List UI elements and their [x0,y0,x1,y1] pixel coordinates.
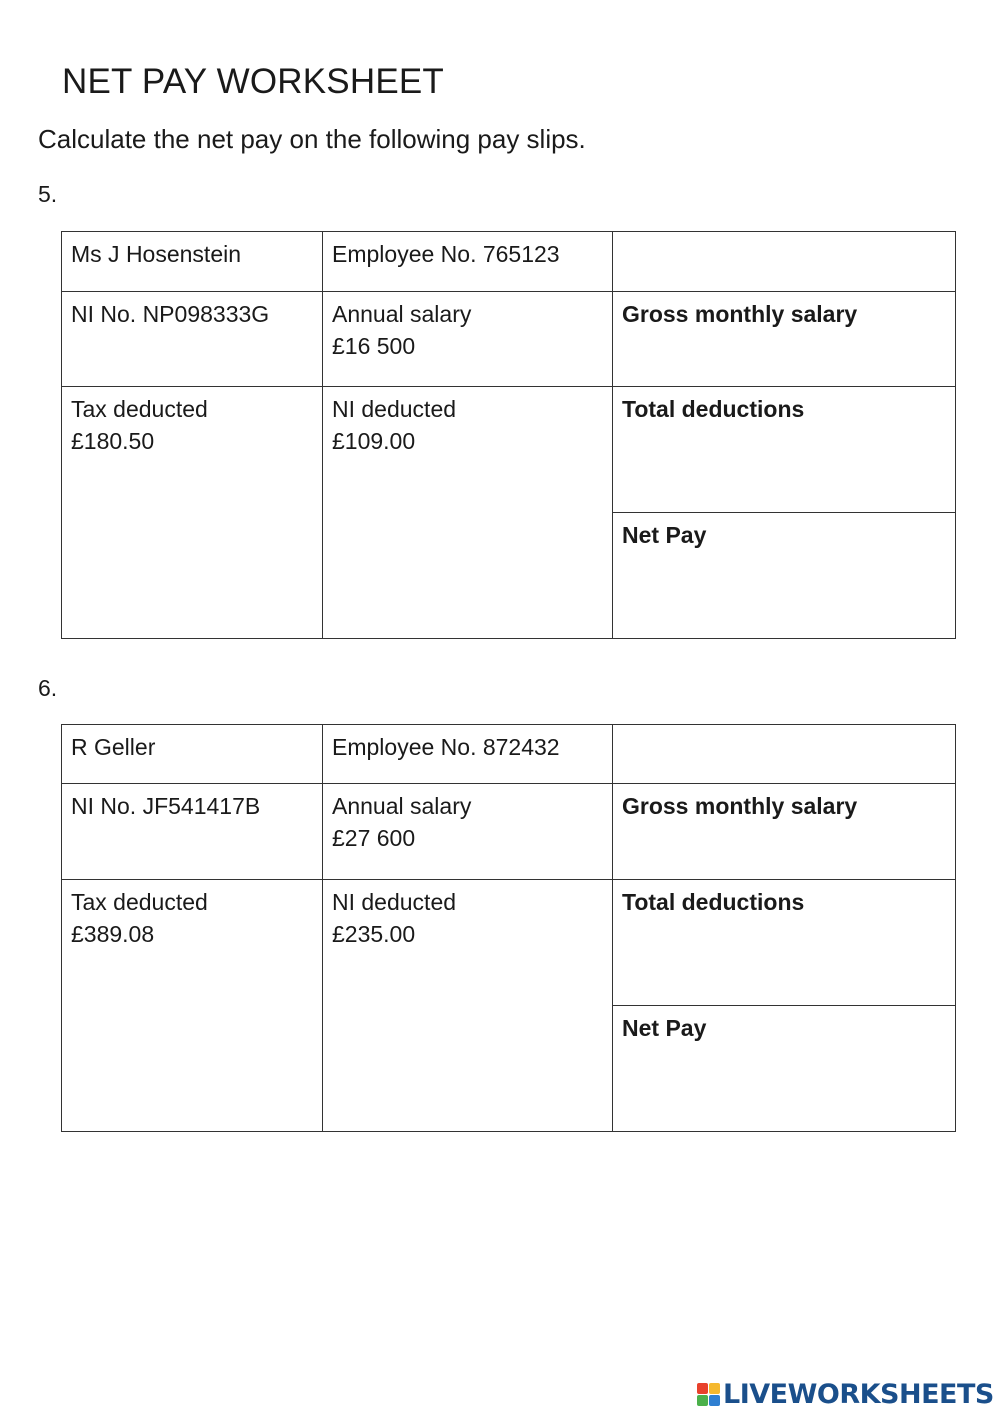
ni-number: NI No. NP098333G [62,292,323,387]
instructions-text: Calculate the net pay on the following pay slips. [38,124,586,154]
question-number: 6. [38,675,58,701]
ni-deducted-value: £235.00 [332,921,416,947]
logo-text: LIVEWORKSHEETS [723,1378,994,1410]
tax-deducted [62,880,323,1132]
worksheet-title: NET PAY WORKSHEET [62,62,444,101]
annual-salary [323,784,613,880]
annual-salary-label: Annual salary [332,793,472,819]
employee-name: Ms J Hosenstein [62,232,323,292]
net-pay-answer[interactable]: Net Pay [613,513,956,639]
annual-salary-label: Annual salary [332,301,472,327]
question-number: 5. [38,181,58,207]
employee-number: Employee No. 872432 [323,725,613,784]
tax-deducted-value: £180.50 [71,428,155,454]
annual-salary [323,292,613,387]
net-pay-answer[interactable]: Net Pay [613,1006,956,1132]
liveworksheets-logo [697,1376,994,1412]
logo-mark-icon [697,1383,720,1406]
tax-deducted-label: Tax deducted [71,889,208,915]
logo-square-yellow [709,1383,720,1394]
employee-name: R Geller [62,725,323,784]
ni-deducted-value: £109.00 [332,428,416,454]
employee-number: Employee No. 765123 [323,232,613,292]
tax-deducted [62,387,323,639]
total-deductions-answer[interactable]: Total deductions [613,880,956,1006]
annual-salary-value: £16 500 [332,333,416,359]
pay-slip [61,231,956,639]
logo-square-blue [709,1395,720,1406]
gross-monthly-salary-answer[interactable]: Gross monthly salary [613,784,956,880]
total-deductions-answer[interactable]: Total deductions [613,387,956,513]
tax-deducted-label: Tax deducted [71,396,208,422]
ni-deducted-label: NI deducted [332,396,457,422]
logo-square-green [697,1395,708,1406]
blank-cell [613,725,956,784]
ni-deducted [323,387,613,639]
blank-cell [613,232,956,292]
tax-deducted-value: £389.08 [71,921,155,947]
gross-monthly-salary-answer[interactable]: Gross monthly salary [613,292,956,387]
logo-square-red [697,1383,708,1394]
ni-number: NI No. JF541417B [62,784,323,880]
ni-deducted [323,880,613,1132]
ni-deducted-label: NI deducted [332,889,457,915]
annual-salary-value: £27 600 [332,825,416,851]
pay-slip [61,724,956,1132]
